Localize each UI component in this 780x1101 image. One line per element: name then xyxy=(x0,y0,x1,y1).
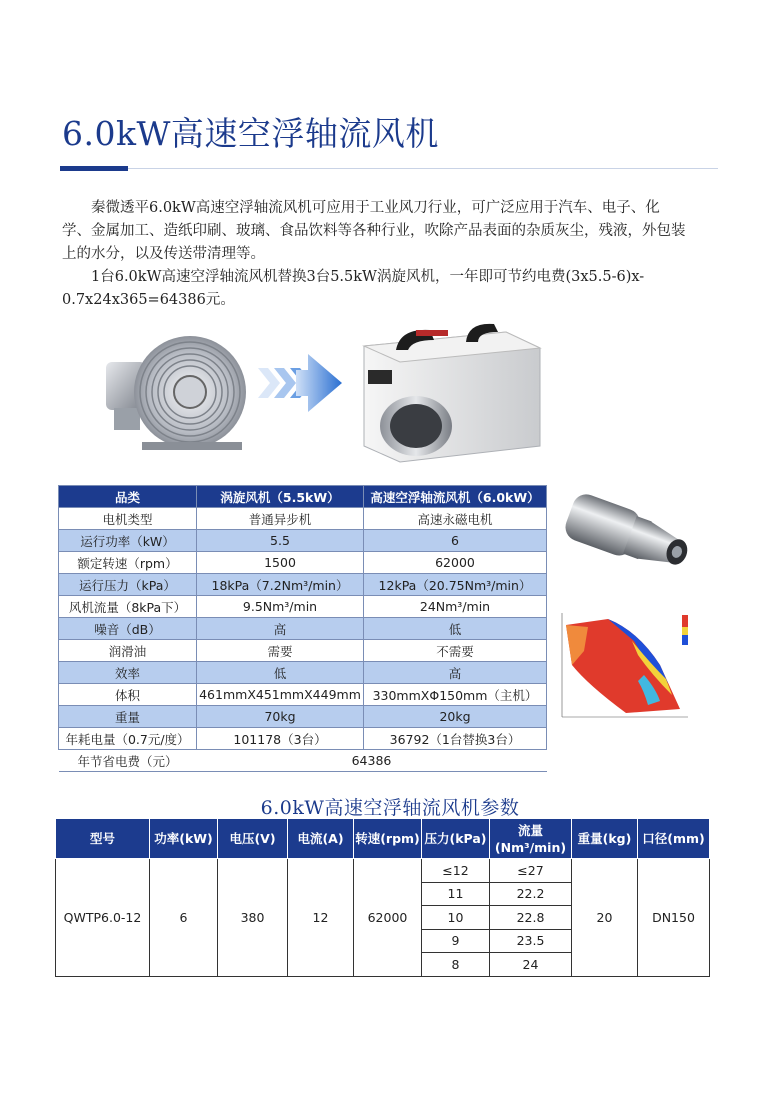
pressure-cell: 10 xyxy=(422,906,490,930)
flow-cell: 23.5 xyxy=(490,929,572,953)
table-cell: 高 xyxy=(364,662,547,684)
table-cell: 低 xyxy=(364,618,547,640)
table-cell: 运行压力（kPa） xyxy=(59,574,197,596)
table-cell: 24Nm³/min xyxy=(364,596,547,618)
table-cell: 461mmX451mmX449mm xyxy=(197,684,364,706)
table-row xyxy=(59,706,547,728)
table-cell: 电机类型 xyxy=(59,508,197,530)
table-row xyxy=(59,574,547,596)
voltage-cell: 380 xyxy=(218,859,288,977)
table-row xyxy=(56,859,710,883)
speed-cell: 62000 xyxy=(354,859,422,977)
params-header-row xyxy=(56,819,710,859)
comparison-header-cell: 高速空浮轴流风机（6.0kW） xyxy=(364,486,547,508)
header-weight: 重量(kg) xyxy=(572,819,638,859)
table-cell: 运行功率（kW） xyxy=(59,530,197,552)
table-cell: 普通异步机 xyxy=(197,508,364,530)
table-cell: 低 xyxy=(197,662,364,684)
table-cell: 18kPa（7.2Nm³/min） xyxy=(197,574,364,596)
table-cell: 重量 xyxy=(59,706,197,728)
table-cell: 6 xyxy=(364,530,547,552)
table-row xyxy=(59,684,547,706)
performance-map-chart xyxy=(548,605,698,735)
table-cell: 9.5Nm³/min xyxy=(197,596,364,618)
table-cell: 1500 xyxy=(197,552,364,574)
savings-label: 年节省电费（元） xyxy=(59,750,197,772)
table-cell: 风机流量（8kPa下） xyxy=(59,596,197,618)
savings-value: 64386 xyxy=(197,750,547,772)
flow-cell: ≤27 xyxy=(490,859,572,883)
header-pressure: 压力(kPa) xyxy=(422,819,490,859)
table-cell: 噪音（dB） xyxy=(59,618,197,640)
table-row xyxy=(59,530,547,552)
pressure-cell: ≤12 xyxy=(422,859,490,883)
pressure-cell: 11 xyxy=(422,882,490,906)
table-cell: 体积 xyxy=(59,684,197,706)
table-cell: 润滑油 xyxy=(59,640,197,662)
table-cell: 70kg xyxy=(197,706,364,728)
flow-cell: 24 xyxy=(490,953,572,977)
flow-cell: 22.2 xyxy=(490,882,572,906)
header-current: 电流(A) xyxy=(288,819,354,859)
header-model: 型号 xyxy=(56,819,150,859)
table-cell: 需要 xyxy=(197,640,364,662)
flow-cell: 22.8 xyxy=(490,906,572,930)
model-cell: QWTP6.0-12 xyxy=(56,859,150,977)
intro-paragraph-1: 秦微透平6.0kW高速空浮轴流风机可应用于工业风刀行业，可广泛应用于汽车、电子、化学、金属加工、造纸印刷、玻璃、食品饮料等各种行业，吹除产品表面的杂质灰尘，残液，外包装上的水分，以及传送带清理等。 xyxy=(62,200,686,262)
header-diameter: 口径(mm) xyxy=(638,819,710,859)
axial-fan-cabinet-image xyxy=(356,318,542,468)
intro-paragraph-2: 1台6.0kW高速空浮轴流风机替换3台5.5kW涡旋风机，一年即可节约电费(3x5.5-6)x-0.7x24x365=64386元。 xyxy=(62,269,645,308)
diameter-cell: DN150 xyxy=(638,859,710,977)
table-cell: 330mmXΦ150mm（主机） xyxy=(364,684,547,706)
table-cell: 额定转速（rpm） xyxy=(59,552,197,574)
table-cell: 5.5 xyxy=(197,530,364,552)
table-row xyxy=(59,662,547,684)
weight-cell: 20 xyxy=(572,859,638,977)
table-row xyxy=(59,640,547,662)
comparison-header-cell: 品类 xyxy=(59,486,197,508)
table-cell: 不需要 xyxy=(364,640,547,662)
header-voltage: 电压(V) xyxy=(218,819,288,859)
current-cell: 12 xyxy=(288,859,354,977)
pressure-cell: 9 xyxy=(422,929,490,953)
table-cell: 101178（3台） xyxy=(197,728,364,750)
title-rule xyxy=(128,168,718,169)
table-row xyxy=(59,618,547,640)
replacement-arrow-icon xyxy=(256,350,344,416)
table-cell: 20kg xyxy=(364,706,547,728)
table-row xyxy=(59,728,547,750)
title-underline xyxy=(60,166,128,171)
comparison-header-cell: 涡旋风机（5.5kW） xyxy=(197,486,364,508)
table-row xyxy=(59,508,547,530)
savings-row xyxy=(59,750,547,772)
header-power: 功率(kW) xyxy=(150,819,218,859)
page-title: 6.0kW高速空浮轴流风机 xyxy=(62,114,439,153)
table-cell: 高速永磁电机 xyxy=(364,508,547,530)
table-cell: 62000 xyxy=(364,552,547,574)
params-table xyxy=(55,818,710,977)
table-cell: 效率 xyxy=(59,662,197,684)
table-cell: 36792（1台替换3台） xyxy=(364,728,547,750)
header-speed: 转速(rpm) xyxy=(354,819,422,859)
intro-text xyxy=(62,197,687,312)
table-row xyxy=(59,552,547,574)
table-cell: 12kPa（20.75Nm³/min） xyxy=(364,574,547,596)
vortex-blower-image xyxy=(102,322,252,462)
power-cell: 6 xyxy=(150,859,218,977)
params-title: 6.0kW高速空浮轴流风机参数 xyxy=(260,797,520,819)
high-speed-motor-image xyxy=(555,480,700,595)
table-cell: 高 xyxy=(197,618,364,640)
pressure-cell: 8 xyxy=(422,953,490,977)
header-flow: 流量(Nm³/min) xyxy=(490,819,572,859)
table-row xyxy=(59,596,547,618)
comparison-header-row xyxy=(59,486,547,508)
table-cell: 年耗电量（0.7元/度） xyxy=(59,728,197,750)
comparison-table xyxy=(58,485,547,772)
